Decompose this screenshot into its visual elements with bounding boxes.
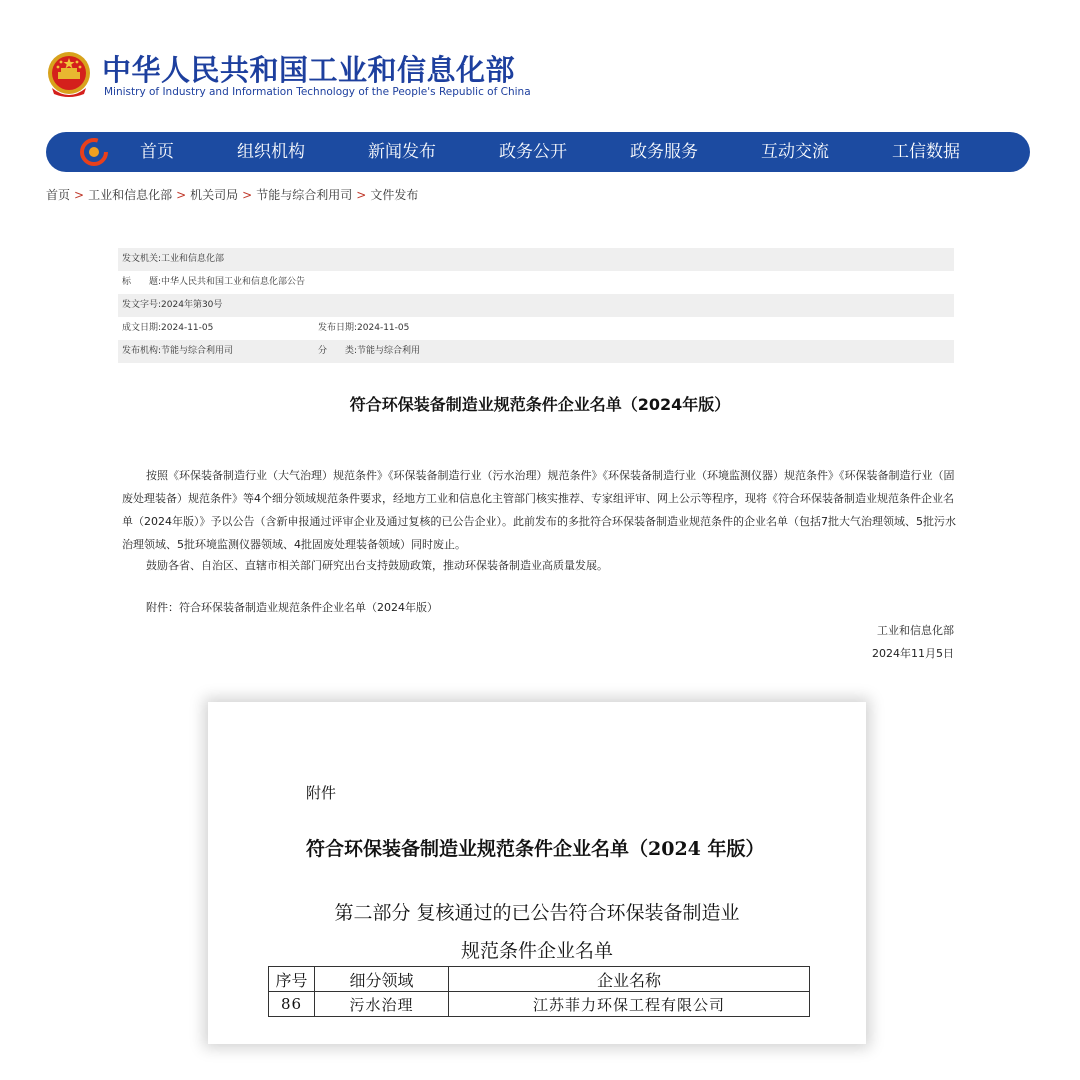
meta-value: 2024-11-05: [357, 323, 410, 333]
meta-value: 2024-11-05: [161, 323, 214, 333]
signature-date: 2024年11月5日: [872, 647, 954, 660]
table-header-row: [269, 967, 810, 992]
miit-logo-icon[interactable]: [80, 138, 108, 166]
main-nav: [46, 132, 1030, 172]
meta-label: 发文机关:: [122, 254, 162, 264]
nav-item-affairs-service[interactable]: 政务服务: [630, 142, 698, 162]
breadcrumb-department[interactable]: 节能与综合利用司: [256, 188, 353, 202]
breadcrumb-separator: >: [242, 188, 253, 202]
table-header: 企业名称: [449, 967, 810, 992]
breadcrumb-current[interactable]: 文件发布: [370, 188, 419, 202]
breadcrumb-separator: >: [176, 188, 187, 202]
table-header: 细分领域: [315, 967, 449, 992]
meta-row-org: [118, 340, 954, 363]
table-row: [269, 992, 810, 1017]
meta-label: 分 类:: [318, 346, 358, 356]
meta-value: 中华人民共和国工业和信息化部公告: [161, 277, 306, 287]
meta-published: [318, 317, 409, 340]
attachment-link[interactable]: 附件：符合环保装备制造业规范条件企业名单（2024年版）: [146, 601, 438, 614]
meta-value: 2024年第30号: [161, 300, 223, 310]
national-emblem-icon: [44, 50, 94, 100]
signature: 工业和信息化部: [877, 624, 954, 637]
table-cell: 86: [269, 992, 315, 1017]
attachment-page-image: [208, 702, 866, 1044]
table-cell: 污水治理: [315, 992, 449, 1017]
nav-item-news[interactable]: 新闻发布: [368, 142, 436, 162]
article-paragraph: 按照《环保装备制造行业（大气治理）规范条件》《环保装备制造行业（污水治理）规范条件》《环保装备制造行业（环境监测仪器）规范条件》《环保装备制造行业（固废处理装备）规范条件》等4个细分领域规范条件要求，经地方工业和信息化主管部门核实推荐、专家组评审、网上公示等程序，现将《符合环保装备制造业规范条件企业名单（2024年版）》予以公告（含新申报通过评审企业及通过复核的已公告企业）。此前发布的多批符合环保装备制造业规范条件的企业名单（包括7批大气治理领域、5批污水治理领域、5批环境监测仪器领域、4批固废处理装备领域）同时废止。: [122, 469, 956, 551]
company-table: [268, 966, 810, 1017]
paper-subtitle: 第二部分 复核通过的已公告符合环保装备制造业: [334, 902, 740, 924]
meta-label: 标 题:: [122, 277, 162, 287]
table-header: 序号: [269, 967, 315, 992]
breadcrumb-separator: >: [74, 188, 85, 202]
paper-title: 符合环保装备制造业规范条件企业名单（2024 年版）: [306, 838, 765, 860]
meta-row-issuer: [118, 248, 954, 271]
paper-label: 附件: [306, 784, 337, 802]
meta-row-title: [118, 271, 954, 294]
nav-item-interaction[interactable]: 互动交流: [761, 142, 829, 162]
breadcrumb-home[interactable]: 首页: [46, 188, 71, 202]
meta-row-doc-number: [118, 294, 954, 317]
meta-row-dates: [118, 317, 954, 340]
breadcrumb: [46, 186, 418, 203]
site-subtitle: Ministry of Industry and Information Technology of the People's Republic of China: [104, 86, 531, 98]
breadcrumb-departments[interactable]: 机关司局: [190, 188, 239, 202]
document-meta: [118, 248, 954, 363]
meta-value: 节能与综合利用: [357, 346, 421, 356]
meta-label: 发布日期:: [318, 323, 358, 333]
meta-label: 发文字号:: [122, 300, 162, 310]
breadcrumb-separator: >: [356, 188, 367, 202]
table-cell: 江苏菲力环保工程有限公司: [449, 992, 810, 1017]
breadcrumb-ministry[interactable]: 工业和信息化部: [88, 188, 173, 202]
site-title: 中华人民共和国工业和信息化部: [102, 53, 516, 87]
meta-value: 节能与综合利用司: [161, 346, 234, 356]
nav-item-organization[interactable]: 组织机构: [237, 142, 305, 162]
article-paragraph: 鼓励各省、自治区、直辖市相关部门研究出台支持鼓励政策，推动环保装备制造业高质量发展。: [146, 559, 608, 572]
meta-value: 工业和信息化部: [161, 254, 225, 264]
paper-subtitle: 规范条件企业名单: [460, 940, 613, 962]
meta-category: [318, 340, 420, 363]
article-title: 符合环保装备制造业规范条件企业名单（2024年版）: [349, 395, 731, 414]
meta-label: 成文日期:: [122, 323, 162, 333]
nav-item-affairs-public[interactable]: 政务公开: [499, 142, 567, 162]
nav-item-home[interactable]: 首页: [140, 142, 174, 162]
meta-label: 发布机构:: [122, 346, 162, 356]
nav-item-data[interactable]: 工信数据: [892, 142, 960, 162]
